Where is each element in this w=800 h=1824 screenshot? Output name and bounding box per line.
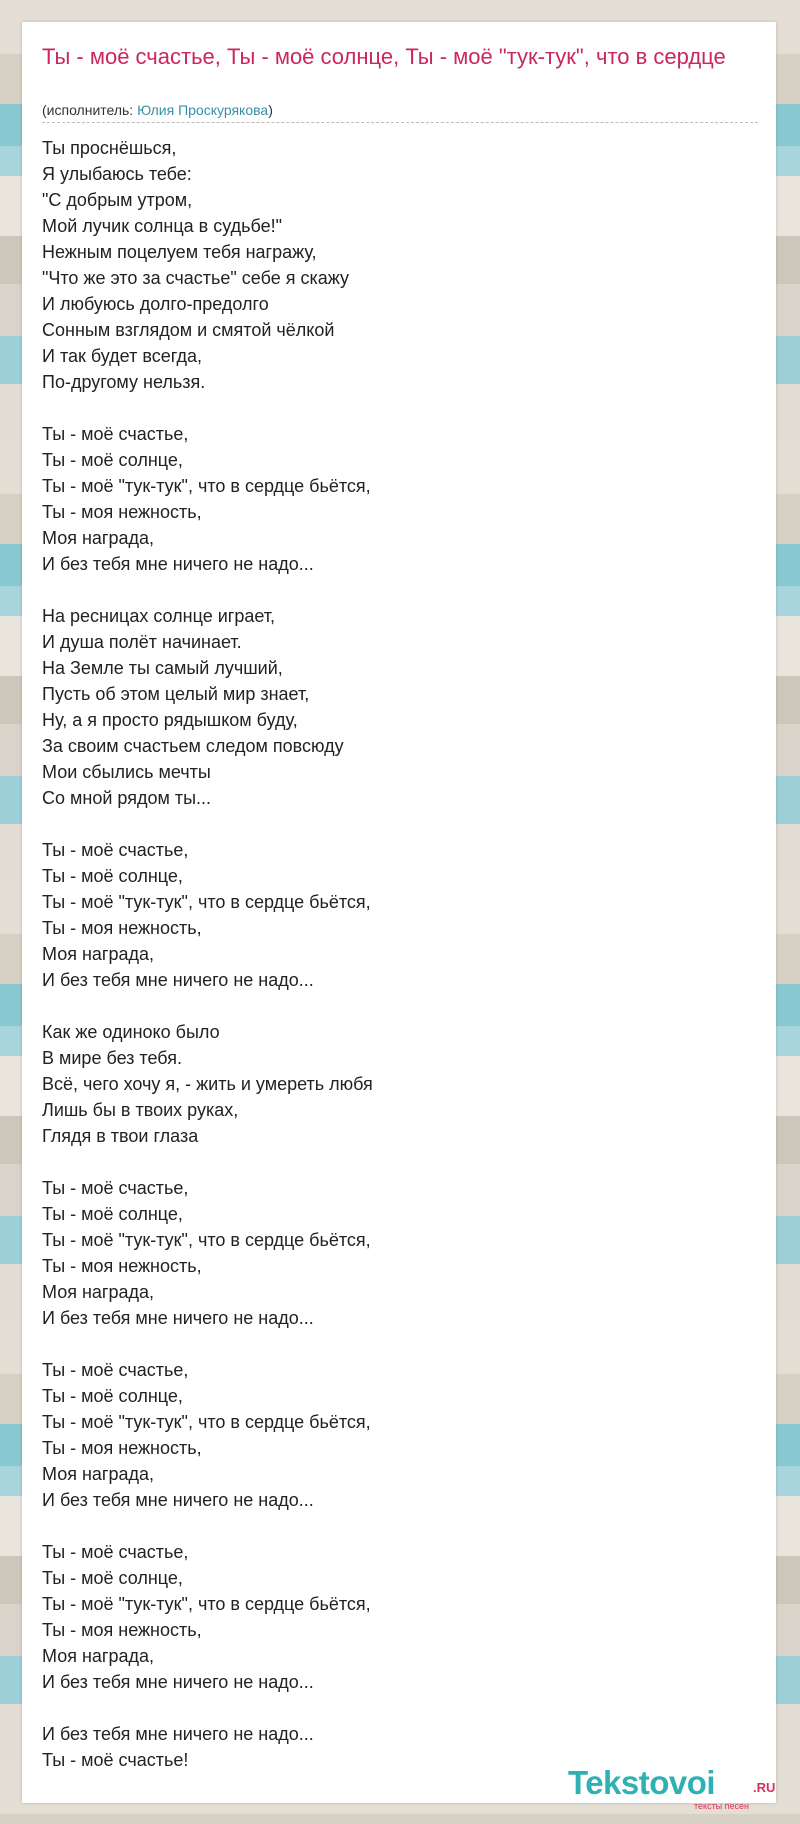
lyrics-card: [22, 22, 776, 1811]
lyric-line: Ты - моё счастье,: [42, 840, 189, 860]
lyric-line: За своим счастьем следом повсюду: [42, 736, 344, 756]
lyric-line: И без тебя мне ничего не надо...: [42, 1490, 314, 1510]
stanza-gap: [42, 1149, 742, 1175]
lyric-line: Ты - моё счастье,: [42, 1178, 189, 1198]
lyric-line: И без тебя мне ничего не надо...: [42, 1672, 314, 1692]
lyric-line: Пусть об этом целый мир знает,: [42, 684, 310, 704]
lyric-line: Моя награда,: [42, 944, 155, 964]
lyric-line: И без тебя мне ничего не надо...: [42, 554, 314, 574]
lyric-line: Всё, чего хочу я, - жить и умереть любя: [42, 1074, 373, 1094]
lyric-line: По-другому нельзя.: [42, 372, 206, 392]
stanza-gap: [42, 395, 742, 421]
stanza-gap: [42, 811, 742, 837]
lyric-line: Ты - моё "тук-тук", что в сердце бьётся,: [42, 1412, 371, 1432]
song-title: Ты - моё счастье, Ты - моё солнце, Ты - моё "тук-тук", что в сердце: [42, 44, 726, 69]
lyric-line: На Земле ты самый лучший,: [42, 658, 283, 678]
lyric-line: Моя награда,: [42, 1464, 155, 1484]
lyric-line: Ты - моё счастье,: [42, 424, 189, 444]
lyric-line: Ты проснёшься,: [42, 138, 177, 158]
lyric-line: В мире без тебя.: [42, 1048, 182, 1068]
stanza-gap: [42, 1513, 742, 1539]
lyric-line: И любуюсь долго-предолго: [42, 294, 269, 314]
lyric-line: Моя награда,: [42, 1646, 155, 1666]
lyric-line: Мои сбылись мечты: [42, 762, 211, 782]
lyric-line: Ты - моё "тук-тук", что в сердце бьётся,: [42, 892, 371, 912]
lyric-line: Ты - моё солнце,: [42, 1386, 183, 1406]
lyric-line: И без тебя мне ничего не надо...: [42, 1724, 314, 1744]
header-divider: [42, 122, 758, 123]
lyric-line: Ты - моё счастье!: [42, 1750, 189, 1770]
lyric-line: И без тебя мне ничего не надо...: [42, 970, 314, 990]
lyric-line: Ты - моё солнце,: [42, 450, 183, 470]
stanza-gap: [42, 1695, 742, 1721]
lyric-line: Ты - моя нежность,: [42, 1438, 202, 1458]
lyric-line: Моя награда,: [42, 528, 155, 548]
artist-link[interactable]: Юлия Проскурякова: [137, 102, 269, 118]
performer-line: [42, 102, 273, 118]
lyric-line: Ты - моя нежность,: [42, 1620, 202, 1640]
lyric-line: Со мной рядом ты...: [42, 788, 212, 808]
lyric-line: Ты - моё солнце,: [42, 1204, 183, 1224]
stanza-gap: [42, 577, 742, 603]
lyrics-text: [42, 135, 742, 1773]
logo-wordmark: Tekstovoi: [568, 1764, 716, 1801]
lyric-line: Моя награда,: [42, 1282, 155, 1302]
lyric-line: Ты - моя нежность,: [42, 918, 202, 938]
lyric-line: Ты - моё "тук-тук", что в сердце бьётся,: [42, 476, 371, 496]
performer-suffix: ): [268, 102, 273, 118]
lyric-line: "С добрым утром,: [42, 190, 193, 210]
lyric-line: Я улыбаюсь тебе:: [42, 164, 192, 184]
lyric-line: Нежным поцелуем тебя награжу,: [42, 242, 317, 262]
stanza-gap: [42, 993, 742, 1019]
lyric-line: Ты - моя нежность,: [42, 502, 202, 522]
lyric-line: "Что же это за счастье" себе я скажу: [42, 268, 350, 288]
lyric-line: Ты - моё "тук-тук", что в сердце бьётся,: [42, 1230, 371, 1250]
lyric-line: Лишь бы в твоих руках,: [42, 1100, 239, 1120]
lyric-line: И душа полёт начинает.: [42, 632, 242, 652]
performer-prefix: (исполнитель:: [42, 102, 138, 118]
lyric-line: Ты - моё солнце,: [42, 866, 183, 886]
lyric-line: Ты - моё солнце,: [42, 1568, 183, 1588]
lyric-line: Ты - моё счастье,: [42, 1360, 189, 1380]
lyric-line: На ресницах солнце играет,: [42, 606, 276, 626]
lyric-line: Ты - моё "тук-тук", что в сердце бьётся,: [42, 1594, 371, 1614]
lyric-line: И так будет всегда,: [42, 346, 202, 366]
lyric-line: Мой лучик солнца в судьбе!": [42, 216, 283, 236]
logo-domain: .RU: [753, 1780, 776, 1795]
stanza-gap: [42, 1331, 742, 1357]
lyric-line: Сонным взглядом и смятой чёлкой: [42, 320, 335, 340]
site-logo[interactable]: [568, 1764, 776, 1811]
lyric-line: Ну, а я просто рядышком буду,: [42, 710, 298, 730]
lyric-line: Глядя в твои глаза: [42, 1126, 199, 1146]
lyric-line: Ты - моё счастье,: [42, 1542, 189, 1562]
logo-tagline: тексты песен: [694, 1801, 750, 1811]
lyric-line: Как же одиноко было: [42, 1022, 220, 1042]
lyric-line: Ты - моя нежность,: [42, 1256, 202, 1276]
lyric-line: И без тебя мне ничего не надо...: [42, 1308, 314, 1328]
